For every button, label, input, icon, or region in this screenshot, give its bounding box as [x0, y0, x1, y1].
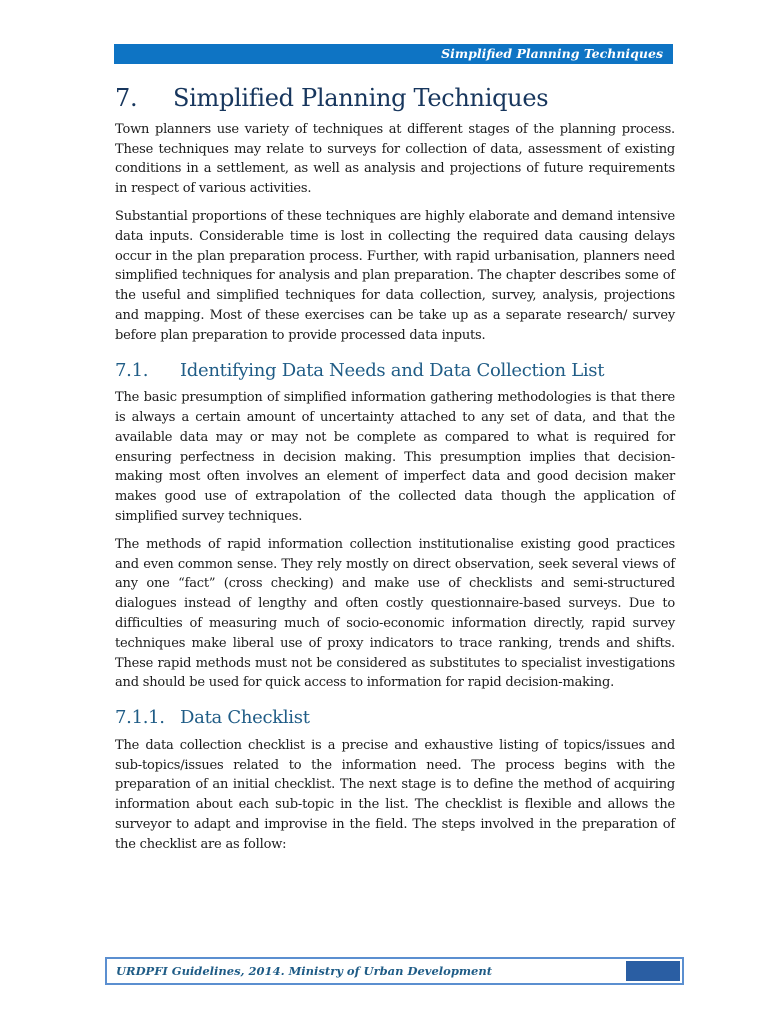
- intro-paragraph-2: Substantial proportions of these techniques are highly elaborate and demand intensive data inputs. Considerable time is lost in collecting the required data causing delays occur in the plan preparation process. Further, with rapid urbanisation, planners need simplified techniques for analysis and plan preparation. The chapter describes some of the useful and simplified techniques for data collection, survey, analysis, projections and mapping. Most of these exercises can be take up as a separate research/ survey before plan preparation to provide processed data inputs.: [115, 208, 675, 343]
- page-content: [115, 84, 675, 862]
- section-7-1-1-heading: [115, 707, 675, 729]
- page-footer: [105, 957, 684, 985]
- section-7-1-1-paragraph-1: The data collection checklist is a precise and exhaustive listing of topics/issues and sub-topics/issues related to the information need. The process begins with the preparation of an initial checklist. The next stage is to define the method of acquiring information about each sub-topic in the list. The checklist is flexible and allows the surveyor to adapt and improvise in the field. The steps involved in the preparation of the checklist are as follow:: [115, 737, 675, 852]
- running-header-bar: [114, 44, 673, 64]
- footer-page-box: [624, 961, 680, 981]
- chapter-heading: [115, 84, 675, 113]
- section-7-1-number: 7.1.: [115, 359, 149, 381]
- section-7-1-heading: [115, 360, 675, 382]
- section-7-1-1-number: 7.1.1.: [115, 707, 165, 729]
- chapter-number: 7.: [115, 84, 138, 112]
- section-7-1-title: Identifying Data Needs and Data Collection List: [180, 359, 605, 381]
- section-7-1-paragraph-1: The basic presumption of simplified information gathering methodologies is that there is always a certain amount of uncertainty attached to any set of data, and that the available data may or may not be complete as compared to what is required for ensuring perfectness in decision making. This presumption implies that decision-making most often involves an element of imperfect data and good decision maker makes good use of extrapolation of the collected data though the application of simplified survey techniques.: [115, 390, 675, 524]
- footer-text: URDPFI Guidelines, 2014. Ministry of Urban Development: [116, 964, 493, 978]
- intro-paragraph-1: Town planners use variety of techniques at different stages of the planning process. These techniques may relate to surveys for collection of data, assessment of existing conditions in a settlement, as well as analysis and projections of future requirements in respect of various activities.: [115, 121, 675, 197]
- section-7-1-paragraph-2: The methods of rapid information collection institutionalise existing good practices and even common sense. They rely mostly on direct observation, seek several views of any one “fact” (cross checking) and make use of checklists and semi-structured dialogues instead of lengthy and often costly questionnaire-based surveys. Due to difficulties of measuring much of socio-economic information directly, rapid survey techniques make liberal use of proxy indicators to trace ranking, trends and shifts. These rapid methods must not be considered as substitutes to specialist investigations and should be used for quick access to information for rapid decision-making.: [115, 536, 675, 691]
- running-header-title: Simplified Planning Techniques: [441, 46, 663, 61]
- section-7-1-1-title: Data Checklist: [180, 707, 310, 729]
- chapter-title: Simplified Planning Techniques: [173, 84, 549, 112]
